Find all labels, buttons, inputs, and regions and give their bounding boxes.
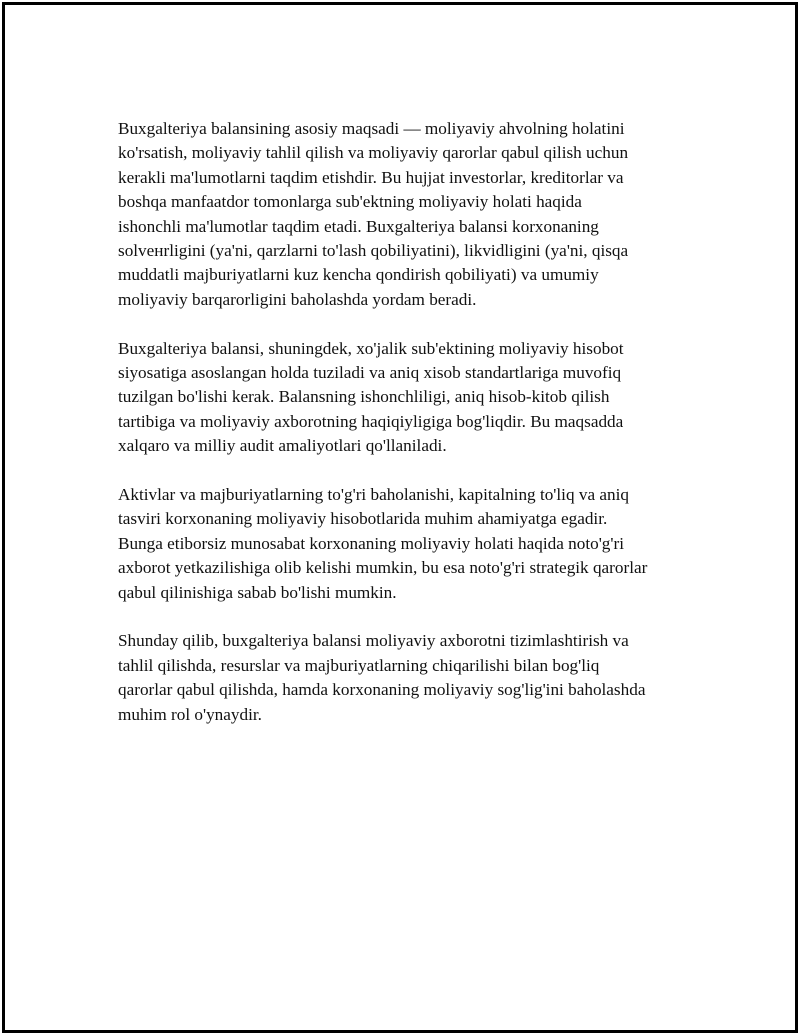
text-line: tasviri korxonaning moliyaviy hisobotlarida muhim ahamiyatga egadir. <box>118 509 608 529</box>
text-line: Buxgalteriya balansi, shuningdek, xo'jalik sub'ektining moliyaviy hisobot <box>118 338 624 358</box>
paragraph-2 <box>118 337 698 459</box>
text-line: Shunday qilib, buxgalteriya balansi moliyaviy axborotni tizimlashtirish va <box>118 631 629 651</box>
text-line: moliyaviy barqarorligini baholashda yordam beradi. <box>118 289 477 309</box>
text-line: siyosatiga asoslangan holda tuziladi va aniq xisob standartlariga muvofiq <box>118 363 622 383</box>
text-line: ko'rsatish, moliyaviy tahlil qilish va moliyaviy qarorlar qabul qilish uchun <box>118 143 629 163</box>
text-line: qarorlar qabul qilishda, hamda korxonaning moliyaviy sog'lig'ini baholashda <box>118 680 646 700</box>
text-line: solveнrligini (ya'ni, qarzlarni to'lash qobiliyatini), likvidligini (ya'ni, qisqa <box>118 241 629 261</box>
text-line: ishonchli ma'lumotlar taqdim etadi. Buxgalteriya balansi korxonaning <box>118 216 599 236</box>
paragraph-4 <box>118 629 698 727</box>
paragraph-1 <box>118 117 698 312</box>
text-line: Bunga etiborsiz munosabat korxonaning moliyaviy holati haqida noto'g'ri <box>118 533 624 553</box>
text-line: tuzilgan bo'lishi kerak. Balansning ishonchliligi, aniq hisob-kitob qilish <box>118 387 610 407</box>
text-line: kerakli ma'lumotlarni taqdim etishdir. Bu hujjat investorlar, kreditorlar va <box>118 167 624 187</box>
text-line: Aktivlar va majburiyatlarning to'g'ri baholanishi, kapitalning to'liq va aniq <box>118 485 629 505</box>
text-line: xalqaro va milliy audit amaliyotlari qo'llaniladi. <box>118 436 447 456</box>
text-line: muddatli majburiyatlarni kuz kencha qondirish qobiliyati) va umumiy <box>118 265 599 285</box>
text-line: Buxgalteriya balansining asosiy maqsadi — moliyaviy ahvolning holatini <box>118 119 625 138</box>
text-line: tartibiga va moliyaviy axborotning haqiqiyligiga bog'liqdir. Bu maqsadda <box>118 411 624 431</box>
text-line: tahlil qilishda, resurslar va majburiyatlarning chiqarilishi bilan bog'liq <box>118 655 600 675</box>
text-line: boshqa manfaatdor tomonlarga sub'ektning moliyaviy holati haqida <box>118 192 582 212</box>
text-line: axborot yetkazilishiga olib kelishi mumkin, bu esa noto'g'ri strategik qarorlar <box>118 558 648 578</box>
document-body <box>118 117 698 752</box>
text-line: muhim rol o'ynaydir. <box>118 704 262 724</box>
paragraph-3 <box>118 483 698 605</box>
text-line: qabul qilinishiga sabab bo'lishi mumkin. <box>118 582 397 602</box>
